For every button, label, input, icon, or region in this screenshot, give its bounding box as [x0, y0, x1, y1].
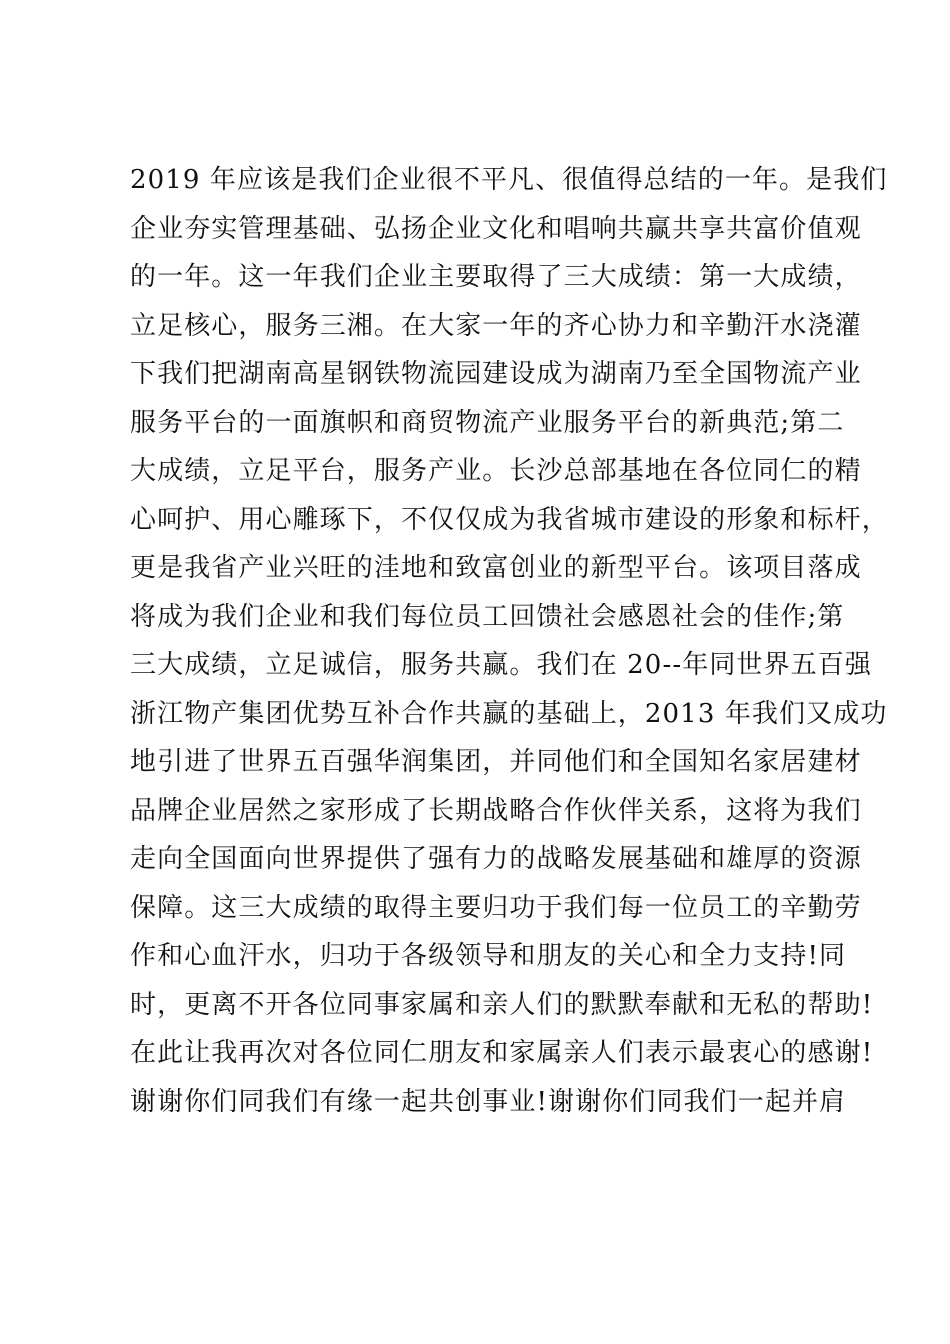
text-line: 浙江物产集团优势互补合作共赢的基础上，2013 年我们又成功: [130, 698, 888, 729]
text-line: 走向全国面向世界提供了强有力的战略发展基础和雄厚的资源: [130, 844, 862, 874]
text-line: 立足核心，服务三湘。在大家一年的齐心协力和辛勤汗水浇灌: [130, 310, 862, 341]
text-line: 在此让我再次对各位同仁朋友和家属亲人们表示最衷心的感谢!: [130, 1038, 874, 1068]
text-line: 谢谢你们同我们有缘一起共创事业!谢谢你们同我们一起并肩: [130, 1086, 847, 1117]
text-line: 地引进了世界五百强华润集团，并同他们和全国知名家居建材: [130, 747, 862, 777]
text-line: 三大成绩，立足诚信，服务共赢。我们在 20--年同世界五百强: [130, 650, 872, 680]
text-line: 将成为我们企业和我们每位员工回馈社会感恩社会的佳作;第: [130, 601, 845, 632]
text-line: 作和心血汗水，归功于各级领导和朋友的关心和全力支持!同: [130, 941, 847, 971]
text-line: 时，更离不开各位同事家属和亲人们的默默奉献和无私的帮助!: [130, 989, 874, 1020]
text-line: 心呵护、用心雕琢下，不仅仅成为我省城市建设的形象和标杆，: [130, 504, 889, 535]
text-line: 服务平台的一面旗帜和商贸物流产业服务平台的新典范;第二: [130, 407, 845, 438]
text-line: 品牌企业居然之家形成了长期战略合作伙伴关系，这将为我们: [130, 795, 862, 826]
text-line: 企业夯实管理基础、弘扬企业文化和唱响共赢共享共富价值观: [130, 213, 862, 244]
text-line: 大成绩，立足平台，服务产业。长沙总部基地在各位同仁的精: [130, 456, 862, 486]
text-line: 保障。这三大成绩的取得主要归功于我们每一位员工的辛勤劳: [130, 892, 862, 923]
text-line: 下我们把湖南高星钢铁物流园建设成为湖南乃至全国物流产业: [130, 359, 862, 389]
text-line: 更是我省产业兴旺的洼地和致富创业的新型平台。该项目落成: [130, 553, 862, 583]
text-line: 2019 年应该是我们企业很不平凡、很值得总结的一年。是我们: [130, 165, 888, 195]
body-paragraph: [130, 156, 889, 1126]
text-line: 的一年。这一年我们企业主要取得了三大成绩：第一大成绩，: [130, 262, 862, 292]
